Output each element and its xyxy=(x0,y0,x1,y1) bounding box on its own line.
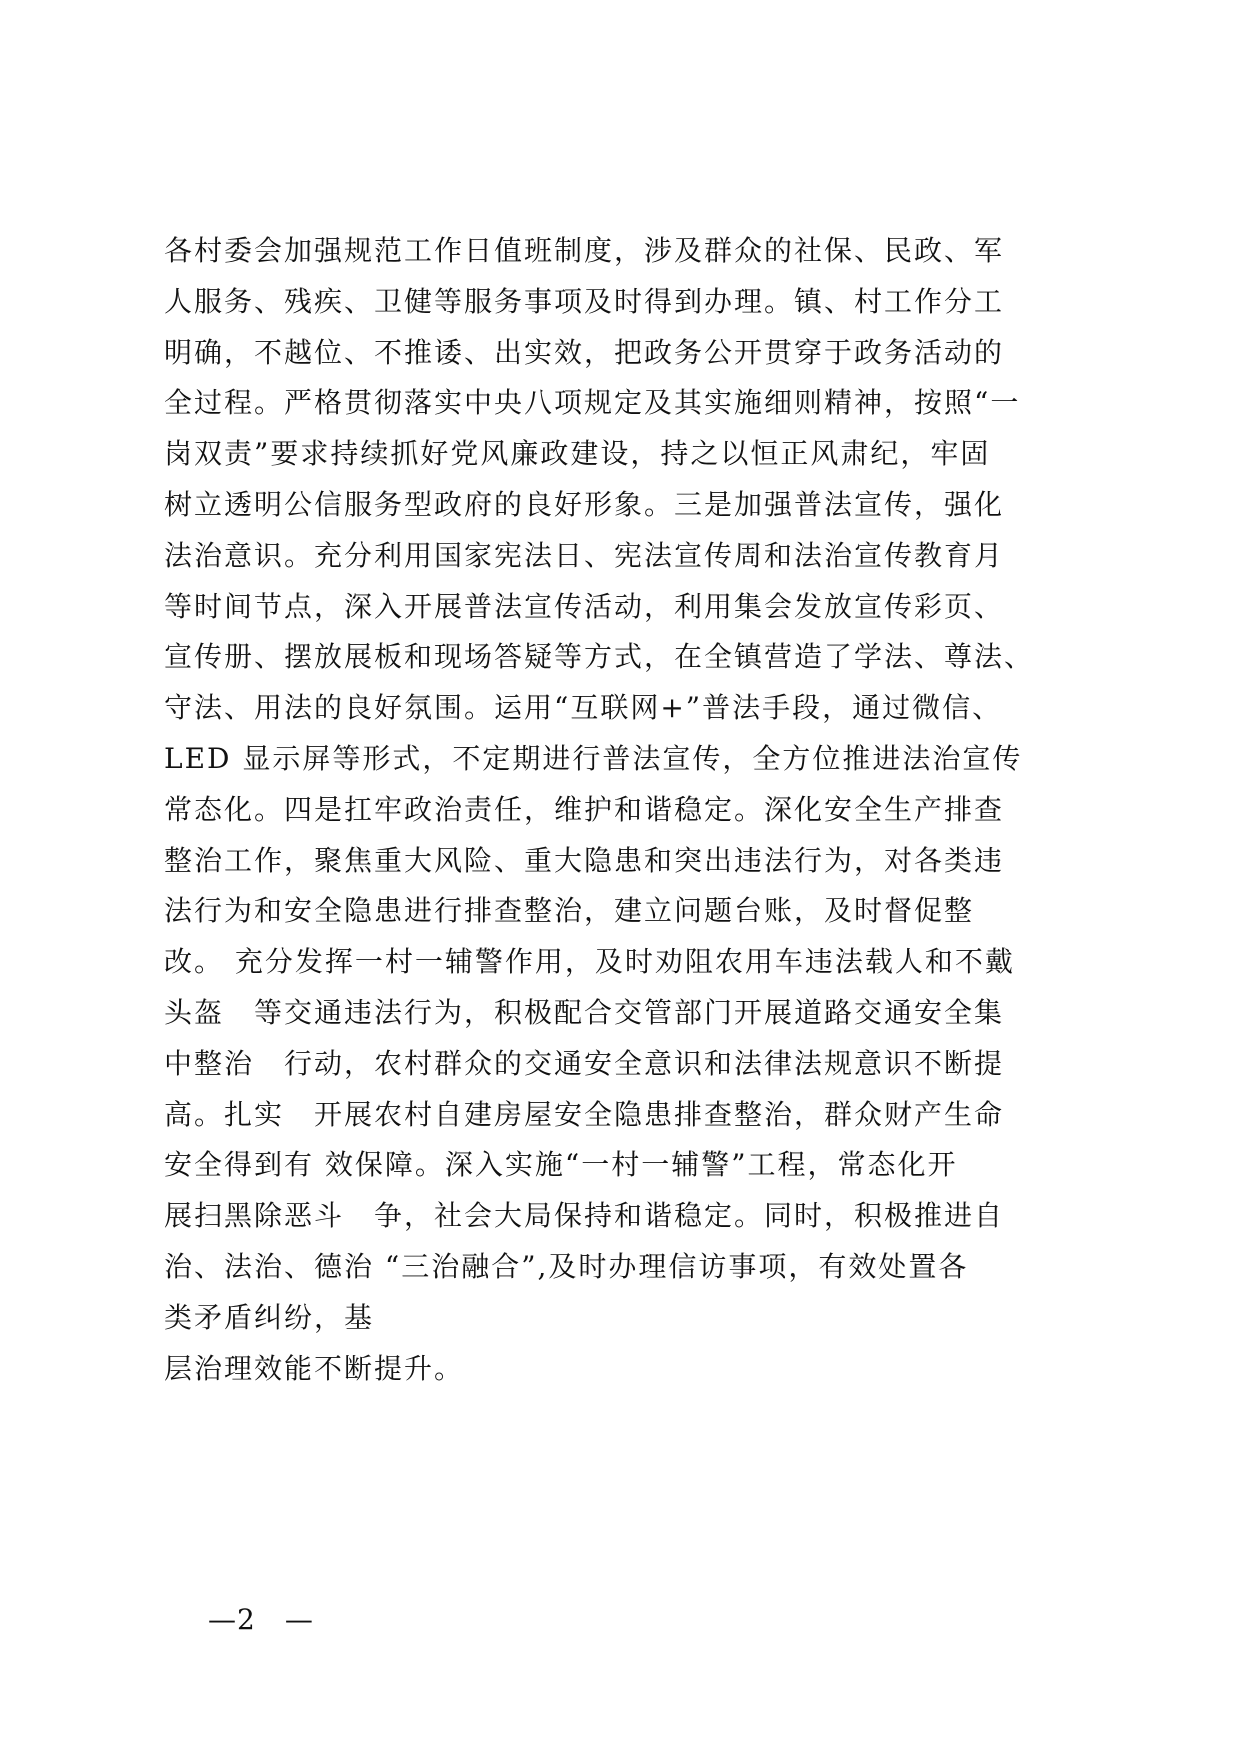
text-line: 树立透明公信服务型政府的良好形象。三是加强普法宣传，强化 xyxy=(164,487,1005,521)
text-line: 头盔 等交通违法行为，积极配合交管部门开展道路交通安全集 xyxy=(164,995,1005,1029)
text-line: 等时间节点，深入开展普法宣传活动，利用集会发放宣传彩页、 xyxy=(164,589,1005,623)
text-line: 各村委会加强规范工作日值班制度，涉及群众的社保、民政、军 xyxy=(164,234,1005,267)
text-line: 明确，不越位、不推诿、出实效，把政务公开贯穿于政务活动的 xyxy=(164,335,1005,369)
text-line: 法治意识。充分利用国家宪法日、宪法宣传周和法治宣传教育月 xyxy=(164,538,1005,572)
text-line: 全过程。严格贯彻落实中央八项规定及其实施细则精神，按照“一 xyxy=(164,386,1021,420)
page-number: —2 — xyxy=(208,1603,314,1636)
text-line: 层治理效能不断提升。 xyxy=(164,1351,465,1385)
text-line: 类矛盾纠纷，基 xyxy=(164,1300,375,1334)
text-line: 整治工作，聚焦重大风险、重大隐患和突出违法行为，对各类违 xyxy=(164,843,1005,877)
text-line: 岗双责”要求持续抓好党风廉政建设，持之以恒正风肃纪，牢固 xyxy=(164,437,991,471)
text-line: 展扫黑除恶斗 争，社会大局保持和谐稳定。同时，积极推进自 xyxy=(164,1199,1005,1233)
text-line: 安全得到有 效保障。深入实施“一村一辅警”工程，常态化开 xyxy=(164,1148,958,1182)
text-line: 人服务、残疾、卫健等服务事项及时得到办理。镇、村工作分工 xyxy=(164,284,1005,318)
text-line: 改。 充分发挥一村一辅警作用，及时劝阻农用车违法载人和不戴 xyxy=(164,945,1015,979)
text-line: 高。扎实 开展农村自建房屋安全隐患排查整治，群众财产生命 xyxy=(164,1097,1005,1131)
text-line: 守法、用法的良好氛围。运用“互联网+”普法手段，通过微信、 xyxy=(164,691,1003,725)
text-line: 法行为和安全隐患进行排查整治，建立问题台账，及时督促整 xyxy=(164,894,975,928)
text-line: LED 显示屏等形式，不定期进行普法宣传，全方位推进法治宣传 xyxy=(164,741,1023,775)
text-line: 常态化。四是扛牢政治责任，维护和谐稳定。深化安全生产排查 xyxy=(164,792,1005,826)
text-line: 宣传册、摆放展板和现场答疑等方式，在全镇营造了学法、尊法、 xyxy=(164,640,1035,674)
text-line: 治、法治、德治 “三治融合”,及时办理信访事项，有效处置各 xyxy=(164,1249,969,1283)
text-line: 中整治 行动，农村群众的交通安全意识和法律法规意识不断提 xyxy=(164,1046,1005,1080)
body-text xyxy=(164,226,1094,1394)
